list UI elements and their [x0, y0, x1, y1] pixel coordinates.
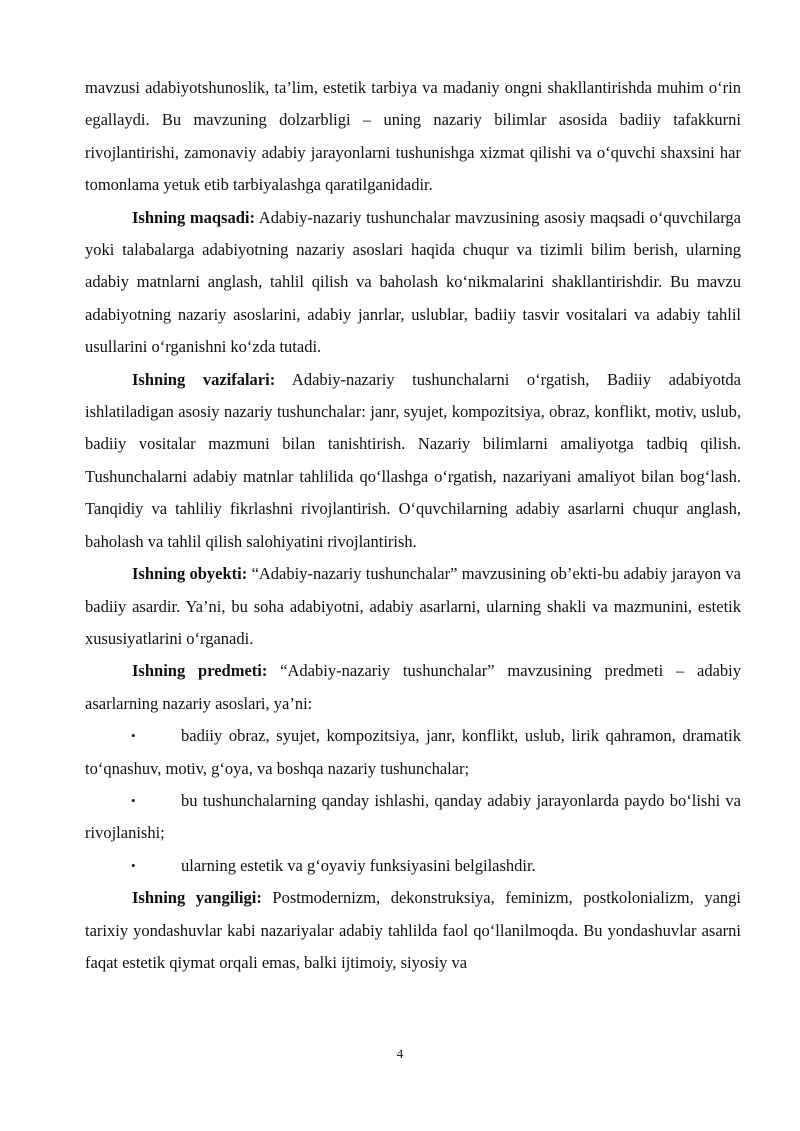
obyekt-paragraph: [85, 558, 741, 655]
yangilik-text: Postmodernizm, dekonstruksiya, feminizm, postkolonializm, yangi tarixiy yondashuvlar kabi nazariyalar adabiy tahlilda faol qo‘llanilmoqda. Bu yondashuvlar asarni faqat estetik qiymat orqali emas, balki ijtimoiy, siyosiy va: [85, 888, 741, 972]
maqsad-text: Adabiy-nazariy tushunchalar mavzusining asosiy maqsadi o‘quvchilarga yoki talabalarga adabiyotning nazariy asoslari haqida chuqur va tizimli bilim berish, ularning adabiy matnlarni anglash, tahlil qilish va baholash ko‘nikmalarini shakllantirishdir. Bu mavzu adabiyotning nazariy asoslarini, adabiy janrlar, uslublar, badiiy tasvir vositalari va adabiy tahlil usullarini o‘rganishni ko‘zda tutadi.: [85, 207, 741, 357]
maqsad-heading: Ishning maqsadi:: [132, 207, 255, 227]
vazifa-text: Adabiy-nazariy tushunchalarni o‘rgatish, Badiiy adabiyotda ishlatiladigan asosiy nazariy tushunchalar: janr, syujet, kompozitsiya, obraz, konflikt, motiv, uslub, badiiy vositalar mazmuni bilan tanishtirish. Nazariy bilimlarni amaliyotga tadbiq qilish. Tushunchalarni adabiy matnlar tahlilida qo‘llashga o‘rgatish, nazariyani amaliyot bilan bog‘lash. Tanqidiy va tahliliy fikrlashni rivojlantirish. O‘quvchilarning adabiy asarlarni chuqur anglash, baholash va tahlil qilish salohiyatini rivojlantirish.: [85, 369, 741, 551]
obyekt-text: “Adabiy-nazariy tushunchalar” mavzusining ob’ekti-bu adabiy jarayon va badiiy asardir. Ya’ni, bu soha adabiyotni, adabiy asarlarni, ularning shakli va mazmunini, estetik xususiyatlarini o‘rganadi.: [85, 564, 741, 648]
predmet-heading: Ishning predmeti:: [132, 661, 268, 681]
list-item-text: badiiy obraz, syujet, kompozitsiya, janr, konflikt, uslub, lirik qahramon, dramatik to‘qnashuv, motiv, g‘oya, va boshqa nazariy tushunchalar;: [85, 726, 741, 778]
maqsad-paragraph: [85, 202, 741, 364]
bullet-icon: •: [131, 728, 136, 744]
vazifa-paragraph: [85, 364, 741, 558]
vazifa-heading: Ishning vazifalari:: [132, 369, 276, 389]
page-number: 4: [396, 1046, 404, 1061]
predmet-paragraph: [85, 655, 741, 720]
list-item-text: bu tushunchalarning qanday ishlashi, qanday adabiy jarayonlarda paydo bo‘lishi va rivojlanishi;: [85, 790, 741, 843]
predmet-text: “Adabiy-nazariy tushunchalar” mavzusining predmeti – adabiy asarlarning nazariy asoslari, ya’ni:: [85, 661, 742, 713]
yangilik-paragraph: [85, 882, 741, 979]
list-item-text: ularning estetik va g‘oyaviy funksiyasini belgilashdir.: [181, 855, 536, 875]
yangilik-heading: Ishning yangiligi:: [132, 888, 262, 908]
bullet-icon: •: [131, 857, 136, 873]
intro-text: mavzusi adabiyotshunoslik, ta’lim, estetik tarbiya va madaniy ongni shakllantirishda muhim o‘rin egallaydi. Bu mavzuning dolzarbligi – uning nazariy bilimlar asosida badiiy tafakkurni rivojlantirishi, zamonaviy adabiy jarayonlarni tushunishga xizmat qilishi va o‘quvchi shaxsini har tomonlama yetuk etib tarbiyalashga qaratilganidadir.: [85, 78, 741, 195]
list-item: [85, 850, 741, 882]
obyekt-heading: Ishning obyekti:: [132, 564, 248, 584]
document-page: [85, 72, 741, 979]
intro-paragraph: [85, 72, 741, 202]
list-item: [85, 785, 741, 850]
bullet-icon: •: [131, 792, 136, 808]
list-item: [85, 720, 741, 785]
